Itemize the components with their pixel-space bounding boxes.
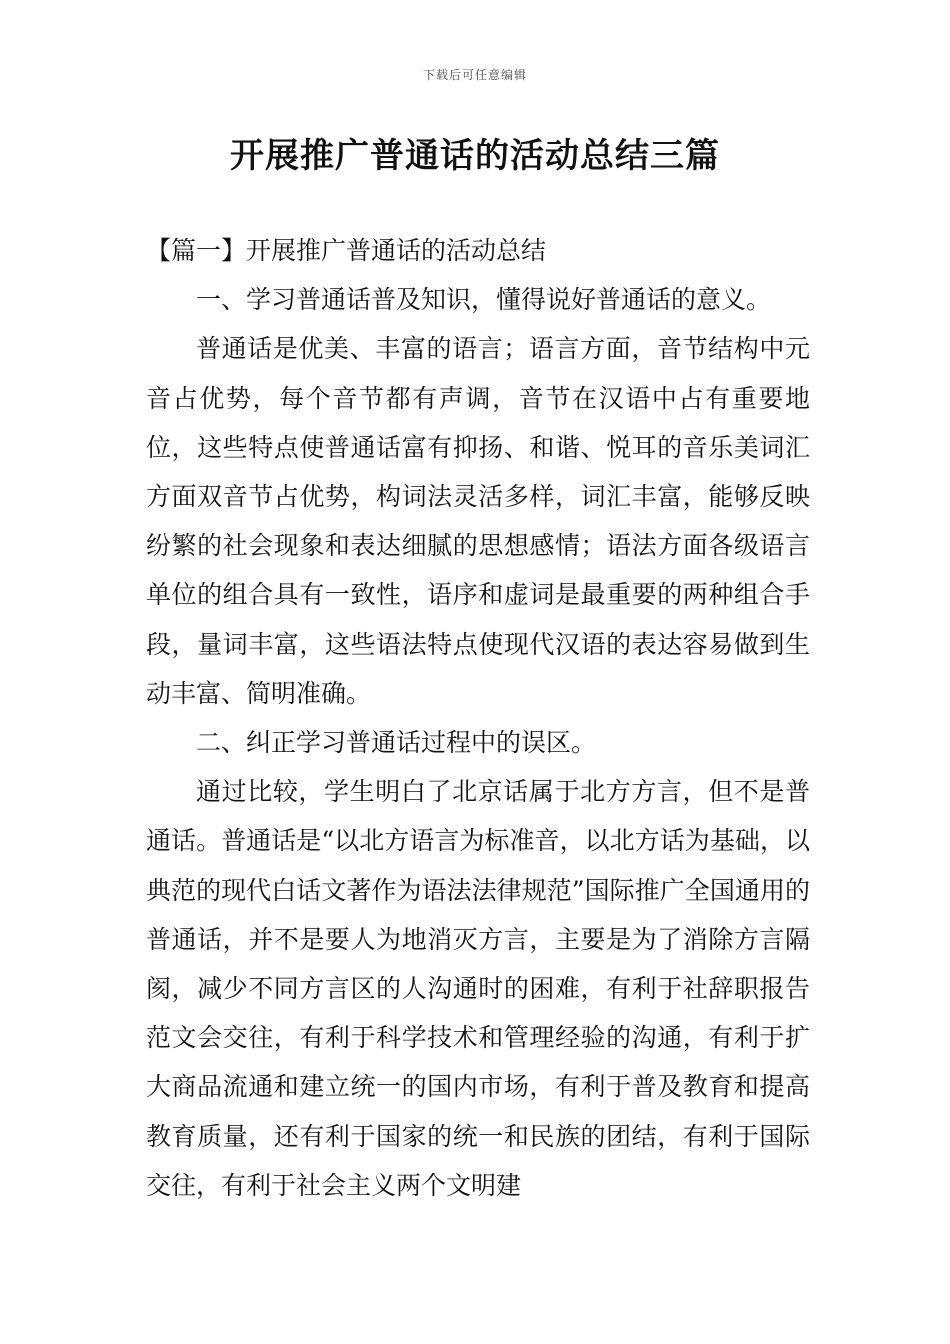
header-watermark: 下载后可任意编辑 [422, 68, 527, 82]
heading-2: 二、纠正学习普通话过程中的误区。 [196, 728, 597, 758]
heading-1: 一、学习普通话普及知识，懂得说好普通话的意义。 [196, 285, 772, 315]
paragraph-1: 普通话是优美、丰富的语言；语言方面，音节结构中元音占优势，每个音节都有声调，音节在汉语中占有重要地位，这些特点使普通话富有抑扬、和谐、悦耳的音乐美词汇方面双音节占优势，构词法灵活多样，词汇丰富，能够反映纷繁的社会现象和表达细腻的思想感情；语法方面各级语言单位的组合具有一致性，语序和虚词是最重要的两种组合手段，量词丰富，这些语法特点使现代汉语的表达容易做到生动丰富、简明准确。 [146, 334, 810, 708]
document-title: 开展推广普通话的活动总结三篇 [230, 136, 720, 176]
section-title: 【篇一】开展推广普通话的活动总结 [146, 236, 547, 265]
paragraph-2: 通过比较，学生明白了北京话属于北方方言，但不是普通话。普通话是“以北方语言为标准音，以北方话为基础，以典范的现代白话文著作为语法法律规范”国际推广全国通用的普通话，并不是要人为地消灭方言，主要是为了消除方言隔阂，减少不同方言区的人沟通时的困难，有利于社辞职报告范文会交往，有利于科学技术和管理经验的沟通，有利于扩大商品流通和建立统一的国内市场，有利于普及教育和提高教育质量，还有利于国家的统一和民族的团结，有利于国际交往，有利于社会主义两个文明建 [146, 777, 810, 1200]
document-body [146, 226, 810, 1210]
